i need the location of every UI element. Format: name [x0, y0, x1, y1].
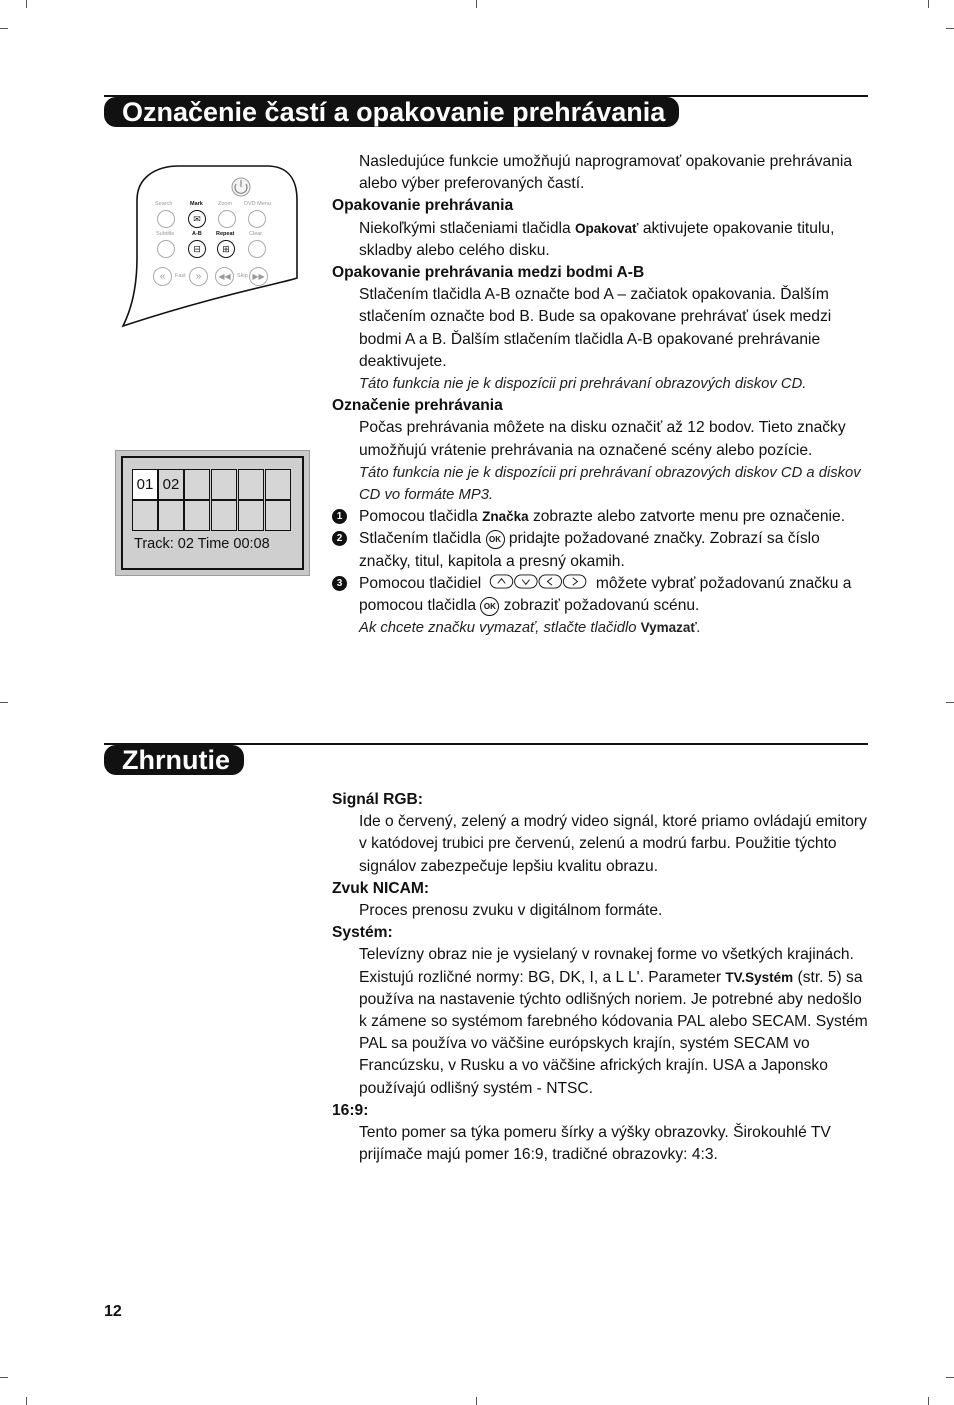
system-text-post: (str. 5) sa používa na nastavenie týchto odlišných noriem. Je potrebné aby nedošlo k zámene so systémom farebného kódovania PAL alebo SECAM. Systém PAL sa používa vo väčšine európskych krajín, systém SECAM vo Francúzsku, v Rusku a vo väčšine afrických krajín. USA a Japonsko používajú odlišný systém - NTSC. [359, 968, 868, 1097]
remote-label-mark: Mark [190, 201, 203, 207]
step-number: 1 [332, 509, 347, 524]
mark-cell [184, 469, 210, 500]
step-text-pre: Stlačením tlačidla [359, 530, 486, 548]
delete-note-pre: Ak chcete značku vymazať, stlačte tlačidlo [359, 620, 641, 637]
mark-cell [265, 469, 291, 500]
zoom-icon [218, 210, 236, 228]
ab-paragraph: Stlačením tlačidla A-B označte bod A – začiatok opakovania. Ďalším stlačením označte bod B. Bude sa opakovane prehrávať úsek medzi bodmi A a B. Ďalším stlačením tlačidla A-B opakované prehrávanie deaktivujete. [359, 286, 832, 370]
mark-cell [238, 500, 264, 531]
mark-cell [132, 500, 158, 531]
ab-icon: ⊟ [188, 240, 206, 258]
track-time-readout: Track: 02 Time 00:08 [134, 536, 270, 552]
mark-cell [158, 500, 184, 531]
system-heading: Systém: [332, 924, 393, 942]
mark-heading: Označenie prehrávania [332, 397, 503, 415]
mark-cell [238, 469, 264, 500]
step-number: 2 [332, 531, 347, 546]
ab-note: Táto funkcia nie je k dispozícii pri prehrávaní obrazových diskov CD. [359, 376, 807, 393]
step-1 [332, 506, 872, 528]
step-2 [332, 528, 872, 572]
skip-forward-icon: ▶▶ [249, 267, 268, 286]
step-text-pre: Pomocou tlačidiel [359, 574, 486, 592]
remote-label-fast: Fast [175, 273, 186, 279]
crop-mark [26, 1397, 27, 1405]
arrow-keys-icon [486, 574, 592, 589]
section-heading-marking [104, 95, 868, 129]
system-paragraph [332, 944, 872, 1099]
screen-frame [121, 456, 304, 570]
mark-paragraph: Počas prehrávania môžete na disku označiť až 12 bodov. Tieto značky umožňujú vrátenie prehrávania na označené scény alebo pozície. [359, 419, 846, 459]
nicam-paragraph: Proces prenosu zvuku v digitálnom formáte. [359, 902, 663, 920]
mark-cell: 02 [158, 469, 184, 500]
repeat-paragraph [332, 218, 872, 262]
section-title: Označenie častí a opakovanie prehrávania [104, 97, 679, 127]
remote-control-illustration [117, 160, 317, 330]
rgb-paragraph: Ide o červený, zelený a modrý video signál, ktoré priamo ovládajú emitory v katódovej trubici pre červenú, zelenú a modrú farbu. Použitie týchto signálov zabezpečuje lepšiu kvalitu obrazu. [359, 813, 867, 875]
ratio-heading: 16:9: [332, 1101, 369, 1119]
section-title: Zhrnutie [104, 745, 244, 775]
arrow-left-icon [539, 575, 562, 588]
rgb-heading: Signál RGB: [332, 791, 423, 808]
mark-cell: 01 [132, 469, 158, 500]
subtitle-icon [157, 240, 175, 258]
remote-label-clear: Clear [249, 231, 263, 237]
section2-body [332, 789, 872, 1166]
mark-note: Táto funkcia nie je k dispozícii pri prehrávaní obrazových diskov CD a diskov CD vo formáte MP3. [359, 464, 861, 504]
mark-cell [184, 500, 210, 531]
step-3 [332, 573, 872, 617]
page-number: 12 [104, 1303, 122, 1320]
search-icon [157, 210, 175, 228]
clear-icon [248, 240, 266, 258]
mark-cell [211, 500, 237, 531]
arrow-up-icon [490, 575, 513, 588]
step-text-post: pridajte požadované značky. Zobrazí sa číslo značky, titul, kapitola a presný okamih. [359, 530, 820, 570]
crop-mark [928, 0, 929, 8]
system-text-pre: Televízny obraz nie je vysielaný v rovnakej forme vo všetkých krajinách. Existujú rozličné normy: BG, DK, I, a L L'. Parameter [359, 946, 854, 986]
mark-key: Značka [482, 509, 529, 525]
mark-cell [211, 469, 237, 500]
repeat-text-pre: Niekoľkými stlačeniami tlačidla [359, 219, 575, 237]
repeat-icon: ⊞ [217, 240, 235, 258]
section-heading-summary [104, 743, 868, 777]
repeat-key: Opakovať [575, 220, 639, 236]
crop-mark [476, 0, 477, 8]
step-text-mid: môžete vybrať požadovanú značku a pomocou tlačidla [359, 574, 852, 615]
crop-mark [946, 28, 954, 29]
arrow-right-icon [563, 575, 586, 588]
ratio-paragraph: Tento pomer sa týka pomeru šírky a výšky obrazovky. Širokouhlé TV prijímače majú pomer 16:9, tradičné obrazovky: 4:3. [359, 1124, 831, 1164]
delete-key: Vymazať [640, 620, 697, 636]
crop-mark [0, 702, 8, 703]
delete-note [332, 617, 872, 639]
forward-icon: » [189, 267, 208, 286]
step-text-pre: Pomocou tlačidla [359, 508, 483, 526]
delete-note-post: . [696, 620, 701, 637]
mark-cell [265, 500, 291, 531]
nicam-heading: Zvuk NICAM: [332, 879, 430, 897]
tv-system-key: TV.Systém [725, 969, 794, 985]
remote-label-zoom: Zoom [218, 201, 233, 207]
step-text-post: zobrazte alebo zatvorte menu pre označenie. [528, 508, 846, 526]
mark-menu-screen [115, 450, 310, 576]
crop-mark [476, 1397, 477, 1405]
arrow-down-icon [514, 575, 537, 588]
skip-back-icon: ◀◀ [215, 267, 234, 286]
remote-label-search: Search [155, 201, 173, 207]
remote-label-dvd-menu: DVD Menu [244, 201, 271, 207]
rewind-icon: « [153, 267, 172, 286]
repeat-text-post: aktivujete opakovanie titulu, skladby alebo celého disku. [359, 219, 835, 259]
menu-icon [248, 210, 266, 228]
step-text-post: zobraziť požadovanú scénu. [499, 597, 700, 615]
ok-icon: OK [480, 597, 499, 616]
remote-buttons [117, 160, 317, 330]
repeat-heading: Opakovanie prehrávania [332, 197, 514, 215]
ok-icon: OK [486, 530, 505, 549]
ab-heading: Opakovanie prehrávania medzi bodmi A-B [332, 264, 645, 282]
remote-label-repeat: Repeat [216, 231, 235, 237]
intro-paragraph: Nasledujúce funkcie umožňujú naprogramovať opakovanie prehrávania alebo výber preferovaných častí. [359, 153, 853, 193]
crop-mark [946, 702, 954, 703]
crop-mark [928, 1397, 929, 1405]
crop-mark [0, 28, 8, 29]
crop-mark [26, 0, 27, 8]
remote-label-skip: Skip [237, 273, 248, 279]
remote-label-subtitle: Subtitle [156, 231, 175, 237]
step-number: 3 [332, 576, 347, 591]
section1-body [332, 151, 872, 639]
remote-label-ab: A-B [192, 231, 202, 237]
crop-mark [0, 1377, 8, 1378]
mark-icon: ✉ [188, 210, 206, 228]
crop-mark [946, 1377, 954, 1378]
